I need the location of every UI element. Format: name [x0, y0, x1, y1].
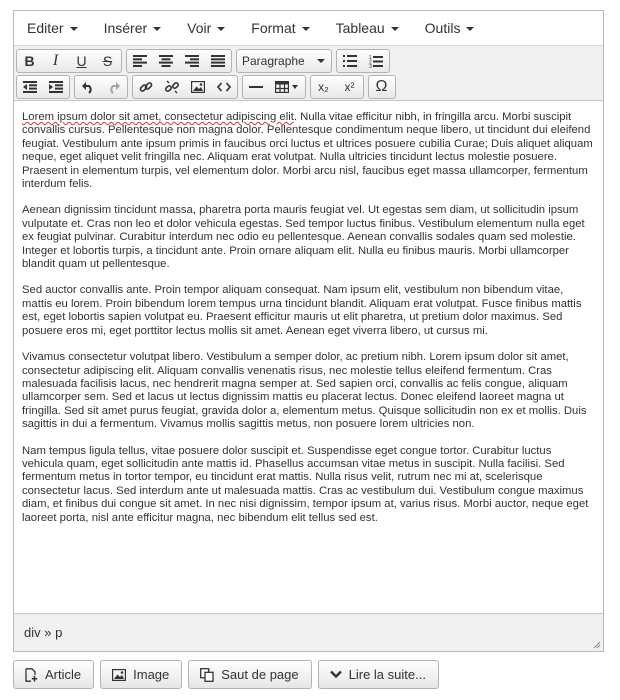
- align-justify-button[interactable]: [205, 50, 231, 72]
- italic-button[interactable]: [43, 50, 69, 72]
- link-icon: [139, 80, 153, 94]
- block-format-group: [236, 49, 332, 73]
- undo-icon: [81, 81, 95, 94]
- subscript-icon: x₂: [318, 80, 329, 94]
- list-group: [336, 49, 390, 73]
- omega-icon: Ω: [375, 78, 388, 95]
- insert-image-button[interactable]: [185, 76, 211, 98]
- superscript-icon: x²: [344, 80, 355, 94]
- menu-inserer[interactable]: [95, 11, 171, 45]
- insert-group: [132, 75, 238, 99]
- source-code-button[interactable]: [211, 76, 237, 98]
- editor-content[interactable]: [14, 101, 603, 612]
- align-left-icon: [133, 55, 147, 67]
- menu-label: Insérer: [103, 20, 148, 36]
- paragraph-1: [22, 111, 594, 191]
- bullet-list-button[interactable]: [337, 50, 363, 72]
- image-label: Image: [133, 667, 170, 682]
- paragraph-3: Sed auctor convallis ante. Proin tempor aliquam consequat. Nam ipsum elit, vestibulum non bibendum vitae, mattis eu lorem. Proin bibendum lorem tempus urna tincidunt blandit. Aliquam erat volutpat. Fusce finibus mattis est, eget lobortis sapien volutpat eu. Praesent efficitur mauris ut elit pharetra, ut pretium dolor maximus. Sed posuere eros mi, eget porttitor lectus mollis sit amet. Aenean eget viverra libero, ut cursus mi.: [22, 284, 582, 337]
- indent-icon: [49, 81, 63, 93]
- article-add-icon: [25, 668, 38, 682]
- history-group: [74, 75, 128, 99]
- menu-label: Tableau: [335, 20, 385, 36]
- svg-text:3: 3: [368, 63, 372, 68]
- toolbar-row-2: [16, 75, 601, 100]
- caret-down-icon: [466, 27, 474, 31]
- caret-down-icon: [317, 59, 325, 63]
- first-words: Lorem ipsum dolor sit amet, consectetur adipiscing elit: [22, 111, 294, 123]
- caret-down-icon: [217, 27, 225, 31]
- svg-text:2: 2: [368, 59, 372, 65]
- hr-table-group: [242, 75, 306, 99]
- strikethrough-icon: S: [102, 53, 113, 69]
- paragraph-1-rest: . Nulla vitae efficitur nibh, in fringilla arcu. Morbi suscipit convallis cursus. Pellentesque non magna dolor. Pellentesque condimentum neque libero, ut tincidunt dui eleifend feugiat. Vestibulum ante ipsum primis in faucibus orci luctus et ultrices posuere cubilia Curae; Duis aliquet aliquam neque, eget aliquet velit fringilla nec. Aliquam erat volutpat. Nulla ultricies tincidunt lectus molestie posuere. Praesent in elementum turpis, vel elementum dolor. Morbi arcu nisl, faucibus eget massa ullamcorper, fermentum interdum felis.: [22, 111, 593, 191]
- rich-text-editor: [13, 10, 604, 652]
- charmap-group: [368, 75, 396, 99]
- align-left-button[interactable]: [127, 50, 153, 72]
- align-justify-icon: [211, 55, 225, 67]
- caret-down-icon: [302, 27, 310, 31]
- image-icon: [112, 669, 126, 681]
- undo-button[interactable]: [75, 76, 101, 98]
- page-break-icon: [200, 668, 214, 682]
- horizontal-rule-icon: [249, 85, 263, 89]
- toolbar: [14, 46, 603, 101]
- caret-down-icon: [153, 27, 161, 31]
- block-format-select[interactable]: [237, 50, 331, 72]
- outdent-button[interactable]: [17, 76, 43, 98]
- element-path[interactable]: div » p: [24, 625, 63, 640]
- bottom-buttons: [13, 660, 445, 689]
- menubar: [14, 11, 603, 46]
- strikethrough-button[interactable]: [95, 50, 121, 72]
- unlink-icon: [165, 80, 179, 94]
- indent-group: [16, 75, 70, 99]
- svg-text:1: 1: [368, 54, 372, 61]
- insert-link-button[interactable]: [133, 76, 159, 98]
- table-icon: [275, 81, 289, 93]
- paragraph-2: Aenean dignissim tincidunt massa, pharetra porta mauris feugiat vel. Ut egestas sem diam, ut sollicitudin ipsum vulputate et. Cras non leo et dolor vehicula egestas. Sed tempor luctus finibus. Vestibulum elementum nulla eget ex feugiat pulvinar. Curabitur interdum nec odio eu pellentesque. Aenean convallis sodales quam sed molestie. Integer et lobortis turpis, a tincidunt ante. Proin ornare aliquam elit. Nulla eu finibus mauris. Morbi ullamcorper blandit quam ut pellentesque.: [22, 204, 585, 271]
- menu-editer[interactable]: [18, 11, 87, 45]
- numbered-list-icon: [369, 55, 383, 68]
- bold-button[interactable]: [17, 50, 43, 72]
- menu-label: Outils: [424, 20, 461, 36]
- bold-icon: B: [24, 53, 35, 69]
- align-center-button[interactable]: [153, 50, 179, 72]
- paragraph-5: Nam tempus ligula tellus, vitae posuere dolor suscipit et. Suspendisse eget congue tortor. Curabitur luctus vehicula quam, eget sollicitudin ante mattis id. Phasellus accumsan vitae metus in suscipit. Nulla facilisi. Sed fermentum metus in tortor tempor, eu tincidunt erat mattis. Nulla risus velit, rutrum nec mi at, scelerisque consectetur lacus. Sed interdum ante ut malesuada mattis. Cras ac vestibulum dui. Vestibulum congue maximus diam, et finibus dui congue sit amet. In nec nisi dignissim, tempor ipsum at, varius risus. Morbi auctor, neque eget laoreet porta, nisl ante efficitur magna, nec bibendum elit tellus sed est.: [22, 444, 589, 524]
- numbered-list-button[interactable]: [363, 50, 389, 72]
- indent-button[interactable]: [43, 76, 69, 98]
- page-break-label: Saut de page: [221, 667, 299, 682]
- underline-button[interactable]: [69, 50, 95, 72]
- table-button[interactable]: [269, 76, 305, 98]
- read-more-button[interactable]: [318, 660, 439, 689]
- paragraph-4: Vivamus consectetur volutpat libero. Vestibulum a semper dolor, ac pretium nibh. Lorem ipsum dolor sit amet, consectetur adipiscing elit. Aliquam convallis venenatis risus, nec molestie tellus eleifend fermentum. Cras malesuada facilisis lacus, nec hendrerit magna semper at. Sed sapien orci, convallis ac felis congue, aliquam ullamcorper sem. Sed et lacus ut lectus dignissim mattis eu placerat lectus. Donec eleifend laoreet magna ut fringilla. Sed sit amet purus feugiat, gravida dolor a, elementum metus. Quisque sollicitudin non ex et mollis. Duis sagittis in dui a fermentum. Vivamus mollis sagittis metus, non posuere lorem ultricies non.: [22, 351, 587, 431]
- menu-format[interactable]: [242, 11, 318, 45]
- image-button[interactable]: [100, 660, 182, 689]
- menu-tableau[interactable]: [327, 11, 408, 45]
- text-style-group: [16, 49, 122, 73]
- page-break-button[interactable]: [188, 660, 311, 689]
- align-right-icon: [185, 55, 199, 67]
- statusbar: [14, 613, 603, 651]
- outdent-icon: [23, 81, 37, 93]
- redo-icon: [107, 81, 121, 94]
- bullet-list-icon: [343, 55, 357, 67]
- align-right-button[interactable]: [179, 50, 205, 72]
- article-button[interactable]: [13, 660, 94, 689]
- italic-icon: I: [52, 52, 59, 69]
- chevron-down-icon: [330, 670, 342, 679]
- caret-down-icon: [70, 27, 78, 31]
- article-label: Article: [45, 667, 82, 682]
- redo-button[interactable]: [101, 76, 127, 98]
- toolbar-row-1: [16, 49, 601, 74]
- read-more-label: Lire la suite...: [348, 667, 426, 682]
- align-center-icon: [159, 55, 173, 67]
- resize-handle-icon[interactable]: [591, 639, 601, 649]
- image-icon: [191, 81, 205, 93]
- menu-voir[interactable]: [178, 11, 234, 45]
- menu-label: Editer: [27, 20, 64, 36]
- caret-down-icon: [292, 85, 298, 89]
- code-icon: [217, 82, 231, 92]
- menu-outils[interactable]: [416, 11, 484, 45]
- subscript-button[interactable]: [311, 76, 337, 98]
- special-character-button[interactable]: [369, 76, 395, 98]
- remove-link-button[interactable]: [159, 76, 185, 98]
- block-format-value: Paragraphe: [242, 54, 305, 68]
- alignment-group: [126, 49, 232, 73]
- superscript-button[interactable]: [337, 76, 363, 98]
- menu-label: Format: [251, 20, 296, 36]
- caret-down-icon: [391, 27, 399, 31]
- menu-label: Voir: [187, 20, 212, 36]
- underline-icon: U: [76, 53, 87, 69]
- script-group: [310, 75, 364, 99]
- horizontal-rule-button[interactable]: [243, 76, 269, 98]
